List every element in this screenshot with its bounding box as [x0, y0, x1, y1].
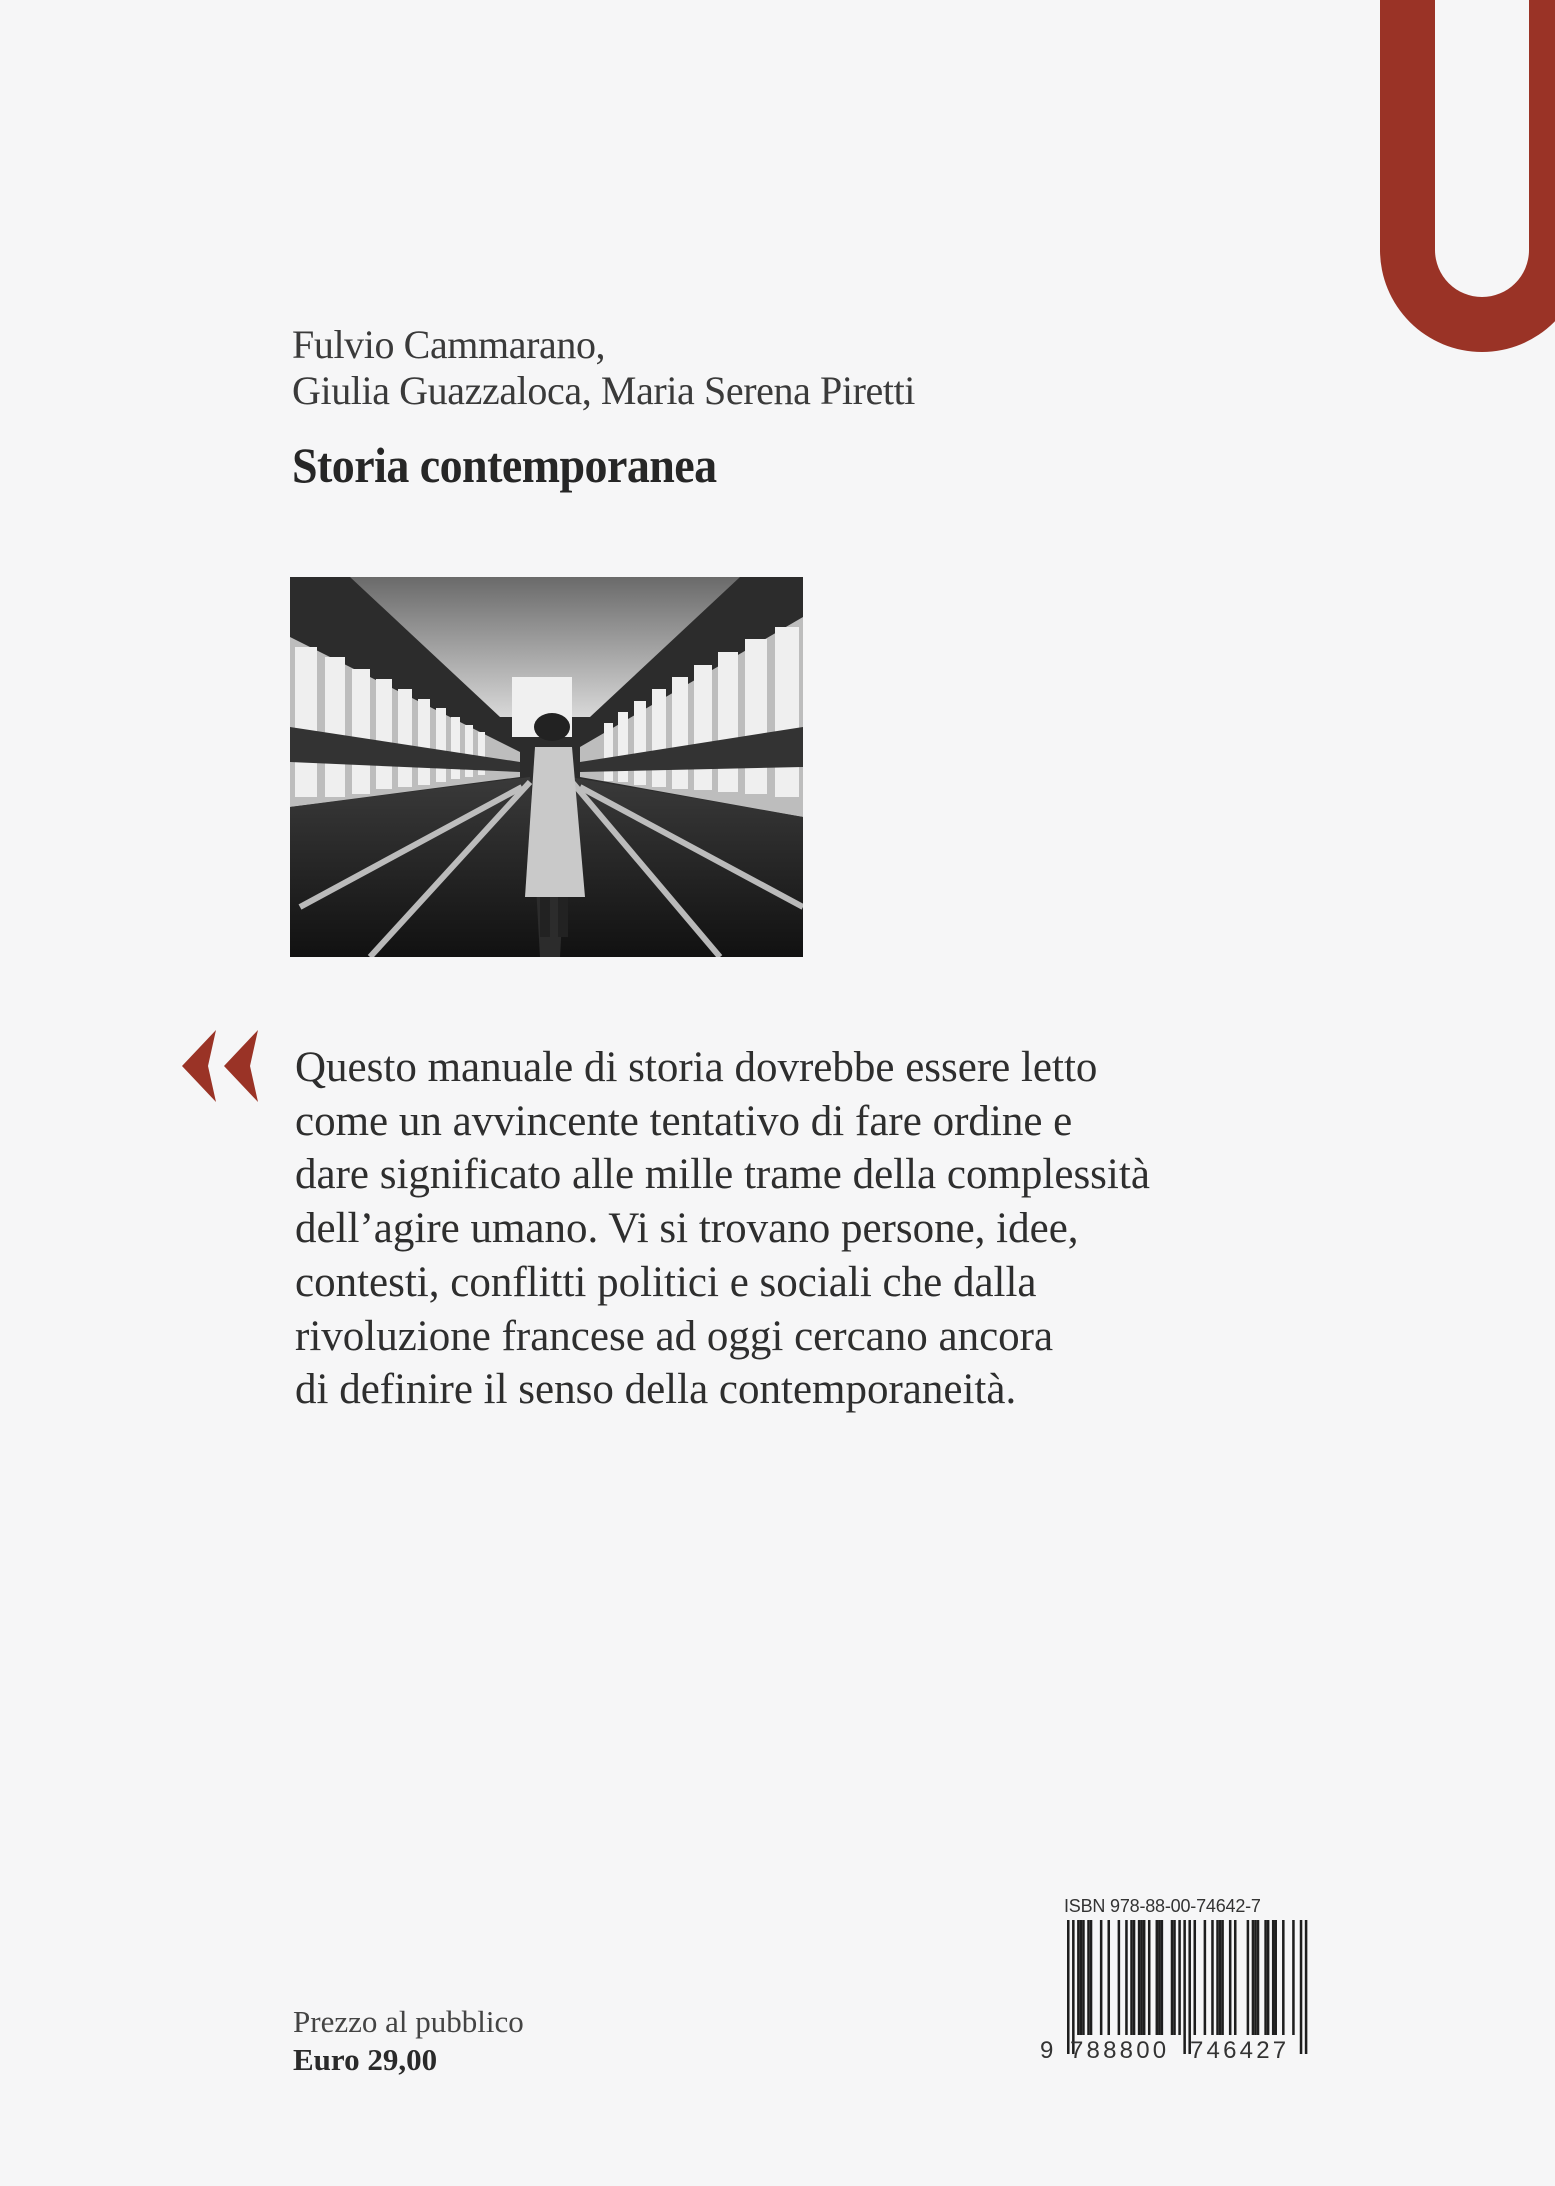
cover-photograph	[290, 577, 803, 957]
price-label: Prezzo al pubblico	[293, 2004, 524, 2039]
blurb-line: rivoluzione francese ad oggi cercano ancora	[295, 1312, 1054, 1360]
authors	[292, 322, 915, 414]
author-line-1: Fulvio Cammarano,	[292, 322, 606, 367]
blurb-line: contesti, conflitti politici e sociali che dalla	[295, 1258, 1037, 1306]
barcode-bars	[1067, 1920, 1307, 2054]
blurb-line: come un avvincente tentativo di fare ordine e	[295, 1097, 1073, 1145]
isbn-label: ISBN 978-88-00-74642-7	[1064, 1896, 1261, 1916]
isbn-barcode	[1040, 1918, 1315, 2063]
blurb-line: dare significato alle mille trame della complessità	[295, 1151, 1150, 1199]
book-title: Storia contemporanea	[292, 437, 717, 493]
textile-mill-photo-illustration	[290, 577, 803, 957]
author-line-2: Giulia Guazzaloca, Maria Serena Piretti	[292, 368, 916, 413]
price-value: Euro 29,00	[293, 2042, 438, 2077]
barcode-left-digits: 788800	[1070, 2037, 1170, 2063]
blurb-line: Questo manuale di storia dovrebbe essere letto	[295, 1044, 1098, 1091]
blurb-line: dell’agire umano. Vi si trovano persone, idee,	[295, 1205, 1079, 1253]
blurb-line: di definire il senso della contemporaneità.	[295, 1366, 1017, 1414]
barcode-first-digit: 9	[1040, 2037, 1054, 2063]
left-double-angle-quote-icon	[176, 1028, 262, 1104]
publisher-logo-u-shape	[1380, 0, 1555, 352]
back-cover-blurb	[295, 1041, 1150, 1417]
barcode-right-digits: 746427	[1190, 2037, 1290, 2063]
